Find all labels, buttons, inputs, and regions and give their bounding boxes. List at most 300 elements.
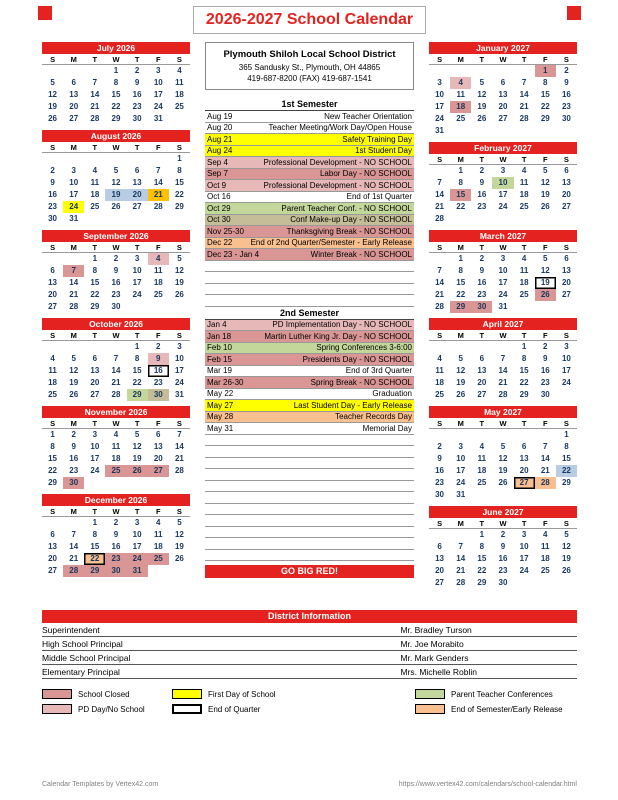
day-cell: 9 [113, 530, 119, 539]
day-cell: 28 [435, 214, 445, 223]
day-cell: 2 [479, 254, 485, 263]
blank-rule [205, 481, 414, 493]
day-cell [105, 341, 126, 353]
legend-label: First Day of School [208, 689, 276, 699]
day-cell: 10 [492, 177, 513, 189]
day-cell: 25 [519, 202, 529, 211]
day-cell: 21 [435, 290, 445, 299]
day-cell: 28 [111, 390, 121, 399]
right-month-column [429, 42, 577, 594]
day-cell [63, 517, 84, 529]
weekday-header: F [535, 54, 556, 65]
weekday-header: M [63, 506, 84, 517]
day-cell: 10 [69, 178, 79, 187]
day-cell: 5 [543, 254, 548, 263]
day-cell [556, 489, 577, 501]
day-cell: 4 [479, 442, 485, 451]
day-cell: 20 [48, 554, 58, 563]
weekday-header: F [535, 518, 556, 529]
day-cell: 22 [132, 378, 142, 387]
event-description: Last Student Day - Early Release [293, 400, 412, 410]
weekday-header: W [492, 330, 513, 341]
day-cell: 5 [177, 254, 182, 263]
day-cell: 7 [177, 430, 182, 439]
weekday-header: S [429, 154, 450, 165]
month-february-2027 [429, 142, 577, 225]
day-cell: 21 [498, 378, 508, 387]
legend-column [172, 689, 415, 714]
legend-item [172, 689, 415, 699]
weekday-header: S [429, 418, 450, 429]
district-address: 365 Sandusky St., Plymouth, OH 44865 [238, 63, 381, 72]
day-cell [105, 213, 126, 225]
day-cell: 16 [48, 190, 58, 199]
day-cell: 22 [540, 102, 550, 111]
day-cell: 5 [458, 354, 463, 363]
weekday-header: S [556, 54, 577, 65]
weekday-header: S [429, 242, 450, 253]
day-cell: 31 [153, 114, 163, 123]
day-cell: 12 [48, 90, 58, 99]
event-date: May 22 [207, 389, 234, 399]
day-cell: 31 [174, 390, 184, 399]
day-cell: 3 [458, 442, 463, 451]
month-october-2026 [42, 318, 190, 401]
day-cell: 6 [134, 166, 140, 175]
day-cell: 15 [540, 90, 550, 99]
day-cell: 16 [498, 554, 508, 563]
event-description: End of 3rd Quarter [345, 366, 412, 376]
weekday-header: S [556, 418, 577, 429]
day-cell: 26 [111, 202, 121, 211]
day-cell: 20 [519, 466, 529, 475]
day-cell: 4 [113, 430, 119, 439]
day-cell [105, 477, 126, 489]
district-role: Elementary Principal [42, 667, 120, 677]
day-cell: 7 [92, 78, 98, 87]
day-cell: 2 [564, 66, 569, 75]
weekday-header: M [63, 54, 84, 65]
day-cell: 14 [90, 90, 100, 99]
day-cell: 9 [437, 454, 442, 463]
month-march-2027 [429, 230, 577, 313]
day-cell: 18 [519, 278, 529, 287]
weekday-header: M [450, 154, 471, 165]
day-cell: 1 [458, 166, 463, 175]
weekday-header: S [169, 142, 190, 153]
month-title: February 2027 [429, 142, 577, 154]
day-cell: 17 [90, 454, 100, 463]
day-cell: 30 [63, 477, 84, 489]
event-row [205, 377, 414, 389]
event-date: Aug 21 [207, 134, 233, 144]
day-cell: 20 [477, 378, 487, 387]
semester1-heading: 1st Semester [205, 98, 414, 111]
day-cell [514, 213, 535, 225]
day-cell: 3 [156, 66, 161, 75]
day-cell: 2 [500, 530, 506, 539]
event-description: Professional Development - NO SCHOOL [263, 180, 412, 190]
day-cell: 15 [450, 189, 471, 201]
calendar-columns [42, 42, 577, 594]
day-cell: 27 [148, 465, 169, 477]
day-cell: 12 [69, 366, 79, 375]
legend-item [42, 689, 172, 699]
blank-rule [205, 272, 414, 284]
day-cell: 24 [456, 478, 466, 487]
event-description: Graduation [372, 389, 412, 399]
month-grid [429, 54, 577, 137]
day-cell: 19 [477, 102, 487, 111]
day-cell: 14 [153, 178, 163, 187]
day-cell: 19 [132, 454, 142, 463]
day-cell: 15 [174, 178, 184, 187]
weekday-header: F [148, 418, 169, 429]
day-cell [148, 153, 169, 165]
weekday-header: T [127, 242, 148, 253]
day-cell [127, 477, 148, 489]
day-cell: 8 [113, 78, 119, 87]
event-date: Sep 7 [207, 169, 228, 179]
day-cell: 12 [111, 178, 121, 187]
event-description: Thanksgiving Break - NO SCHOOL [286, 226, 412, 236]
blank-rule [205, 469, 414, 481]
legend-item [415, 689, 563, 699]
day-cell: 26 [498, 478, 508, 487]
day-cell [514, 65, 535, 77]
day-cell: 14 [435, 278, 445, 287]
day-cell: 8 [479, 542, 485, 551]
blank-rule [205, 435, 414, 447]
weekday-header: F [535, 154, 556, 165]
blank-rule [205, 538, 414, 550]
day-cell: 10 [90, 442, 100, 451]
month-april-2027 [429, 318, 577, 401]
weekday-header: T [471, 242, 492, 253]
day-cell: 24 [63, 201, 84, 213]
day-cell: 24 [132, 290, 142, 299]
day-cell [492, 489, 513, 501]
event-row [205, 343, 414, 355]
day-cell: 21 [540, 466, 550, 475]
weekday-header: M [450, 418, 471, 429]
day-cell [169, 301, 190, 313]
weekday-header: T [514, 418, 535, 429]
day-cell [63, 65, 84, 77]
event-date: May 31 [207, 423, 234, 433]
day-cell: 12 [561, 542, 571, 551]
weekday-header: T [514, 54, 535, 65]
day-cell: 28 [535, 477, 556, 489]
day-cell: 24 [519, 566, 529, 575]
day-cell: 23 [48, 202, 58, 211]
weekday-header: T [471, 154, 492, 165]
day-cell: 28 [519, 114, 529, 123]
day-cell: 26 [174, 554, 184, 563]
legend-item [415, 704, 563, 714]
day-cell [42, 253, 63, 265]
day-cell: 7 [63, 265, 84, 277]
district-row-middle-school-principal [42, 651, 577, 665]
day-cell: 4 [450, 77, 471, 89]
day-cell [148, 213, 169, 225]
day-cell [429, 165, 450, 177]
blank-rule [205, 515, 414, 527]
blank-rule [205, 527, 414, 539]
day-cell [84, 477, 105, 489]
legend-swatch-first-day-of-school [172, 689, 202, 699]
weekday-header: T [471, 518, 492, 529]
day-cell: 21 [69, 554, 79, 563]
event-row [205, 180, 414, 192]
footer-credit-link[interactable]: Calendar Templates by Vertex42.com [42, 781, 159, 788]
day-cell: 3 [437, 78, 442, 87]
day-cell: 3 [500, 254, 506, 263]
day-cell: 20 [498, 102, 508, 111]
event-row [205, 354, 414, 366]
day-cell: 27 [435, 578, 445, 587]
day-cell: 3 [134, 518, 140, 527]
weekday-header: T [127, 142, 148, 153]
day-cell: 11 [519, 178, 529, 187]
month-december-2026 [42, 494, 190, 577]
event-date: Mar 26-30 [207, 377, 244, 387]
day-cell: 7 [521, 78, 527, 87]
day-cell: 1 [50, 430, 55, 439]
day-cell [514, 577, 535, 589]
day-cell: 1 [92, 254, 98, 263]
legend-item [42, 704, 172, 714]
day-cell: 7 [71, 530, 76, 539]
weekday-header: W [105, 142, 126, 153]
day-cell: 23 [561, 102, 571, 111]
day-cell: 5 [479, 78, 485, 87]
day-cell: 12 [456, 366, 466, 375]
day-cell: 10 [132, 530, 142, 539]
event-date: Aug 20 [207, 123, 233, 133]
weekday-header: S [429, 518, 450, 529]
day-cell: 18 [111, 454, 121, 463]
day-cell [556, 125, 577, 137]
day-cell: 6 [521, 442, 527, 451]
day-cell [535, 429, 556, 441]
month-title: March 2027 [429, 230, 577, 242]
day-cell [429, 429, 450, 441]
day-cell: 14 [111, 366, 121, 375]
day-cell: 28 [435, 302, 445, 311]
district-name: Plymouth Shiloh Local School District [223, 49, 396, 60]
event-description: 1st Student Day [355, 146, 412, 156]
go-big-red-banner: GO BIG RED! [205, 565, 414, 578]
event-row [205, 111, 414, 123]
day-cell [148, 301, 169, 313]
event-description: Conf Make-up Day - NO SCHOOL [290, 215, 412, 225]
day-cell: 11 [48, 366, 57, 375]
day-cell: 22 [90, 290, 100, 299]
day-cell [471, 125, 492, 137]
day-cell [514, 125, 535, 137]
day-cell: 2 [437, 442, 442, 451]
weekday-header: T [471, 418, 492, 429]
day-cell: 19 [48, 102, 58, 111]
day-cell: 23 [153, 378, 163, 387]
day-cell: 5 [71, 354, 76, 363]
day-cell: 24 [498, 290, 508, 299]
weekday-header: T [84, 142, 105, 153]
day-cell: 27 [514, 477, 535, 489]
weekday-header: M [63, 142, 84, 153]
day-cell [492, 429, 513, 441]
day-cell: 27 [48, 566, 58, 575]
day-cell: 20 [435, 566, 445, 575]
day-cell: 8 [92, 266, 98, 275]
blank-rule [205, 504, 414, 516]
day-cell: 16 [111, 542, 121, 551]
day-cell: 19 [105, 189, 126, 201]
day-cell: 24 [153, 102, 163, 111]
legend [42, 689, 577, 714]
weekday-header: W [105, 54, 126, 65]
day-cell: 15 [561, 454, 571, 463]
event-description: Memorial Day [362, 423, 412, 433]
event-row [205, 412, 414, 424]
weekday-header: W [492, 518, 513, 529]
day-cell: 20 [90, 378, 100, 387]
day-cell: 6 [50, 266, 55, 275]
weekday-header: S [429, 330, 450, 341]
footer-url-link[interactable]: https://www.vertex42.com/calendars/school-calendar.html [398, 781, 577, 788]
day-cell: 17 [153, 90, 163, 99]
day-cell: 5 [134, 430, 140, 439]
day-cell: 13 [561, 178, 571, 187]
day-cell: 11 [435, 366, 444, 375]
weekday-header: T [514, 518, 535, 529]
day-cell: 19 [561, 554, 571, 563]
day-cell: 7 [543, 442, 548, 451]
day-cell: 7 [156, 166, 161, 175]
weekday-header: S [556, 242, 577, 253]
day-cell: 14 [69, 542, 79, 551]
day-cell: 19 [174, 278, 184, 287]
month-title: June 2027 [429, 506, 577, 518]
weekday-header: T [127, 506, 148, 517]
day-cell: 16 [111, 278, 121, 287]
day-cell: 23 [435, 478, 445, 487]
event-date: Feb 10 [207, 343, 232, 353]
month-title: July 2026 [42, 42, 190, 54]
day-cell: 11 [519, 266, 529, 275]
day-cell: 11 [154, 266, 163, 275]
day-cell: 21 [69, 290, 79, 299]
day-cell: 29 [477, 578, 487, 587]
day-cell: 7 [437, 266, 442, 275]
day-cell [148, 477, 169, 489]
day-cell: 15 [456, 278, 466, 287]
weekday-header: F [148, 142, 169, 153]
event-date: Dec 23 - Jan 4 [207, 249, 260, 259]
day-cell: 21 [90, 102, 100, 111]
day-cell [42, 153, 63, 165]
day-cell: 1 [479, 530, 485, 539]
day-cell: 8 [458, 178, 463, 187]
day-cell: 23 [132, 102, 142, 111]
day-cell: 18 [450, 101, 471, 113]
day-cell: 23 [477, 290, 487, 299]
month-title: January 2027 [429, 42, 577, 54]
day-cell: 11 [175, 78, 184, 87]
day-cell [556, 301, 577, 313]
day-cell: 17 [519, 554, 529, 563]
day-cell [84, 213, 105, 225]
day-cell: 17 [132, 542, 142, 551]
legend-label: PD Day/No School [78, 704, 145, 714]
event-description: Teacher Records Day [335, 412, 412, 422]
event-date: May 27 [207, 400, 234, 410]
day-cell: 29 [127, 389, 148, 401]
weekday-header: W [492, 154, 513, 165]
day-cell: 27 [90, 390, 100, 399]
day-cell: 17 [561, 366, 571, 375]
day-cell [42, 517, 63, 529]
day-cell: 24 [498, 202, 508, 211]
day-cell [471, 489, 492, 501]
day-cell: 8 [564, 442, 569, 451]
day-cell: 4 [521, 254, 527, 263]
weekday-header: T [84, 242, 105, 253]
day-cell: 10 [519, 542, 529, 551]
day-cell: 15 [90, 278, 100, 287]
day-cell: 2 [134, 66, 140, 75]
day-cell: 21 [456, 566, 466, 575]
month-grid [429, 330, 577, 401]
day-cell: 6 [71, 78, 76, 87]
day-cell: 19 [535, 277, 556, 289]
day-cell: 13 [48, 278, 58, 287]
day-cell: 8 [177, 166, 182, 175]
day-cell: 31 [435, 126, 445, 135]
district-info-box [205, 42, 414, 90]
day-cell: 15 [519, 366, 529, 375]
weekday-header: T [84, 54, 105, 65]
day-cell: 17 [498, 278, 508, 287]
day-cell: 1 [458, 254, 463, 263]
day-cell: 3 [521, 530, 527, 539]
month-grid [42, 54, 190, 125]
day-cell: 2 [479, 166, 485, 175]
day-cell: 5 [177, 518, 182, 527]
day-cell [63, 153, 84, 165]
day-cell: 21 [174, 454, 184, 463]
day-cell: 16 [561, 90, 571, 99]
event-date: Oct 29 [207, 203, 231, 213]
day-cell: 29 [111, 114, 121, 123]
day-cell: 4 [543, 530, 548, 539]
day-cell: 17 [132, 278, 142, 287]
weekday-header: T [127, 54, 148, 65]
weekday-header: W [492, 54, 513, 65]
event-description: Winter Break - NO SCHOOL [310, 249, 412, 259]
day-cell: 4 [92, 166, 98, 175]
day-cell [450, 341, 471, 353]
day-cell: 29 [561, 478, 571, 487]
day-cell: 2 [543, 342, 548, 351]
day-cell: 3 [500, 166, 506, 175]
event-date: Jan 18 [207, 331, 232, 341]
day-cell: 10 [153, 78, 163, 87]
event-row [205, 389, 414, 401]
day-cell [127, 213, 148, 225]
day-cell: 19 [498, 466, 508, 475]
